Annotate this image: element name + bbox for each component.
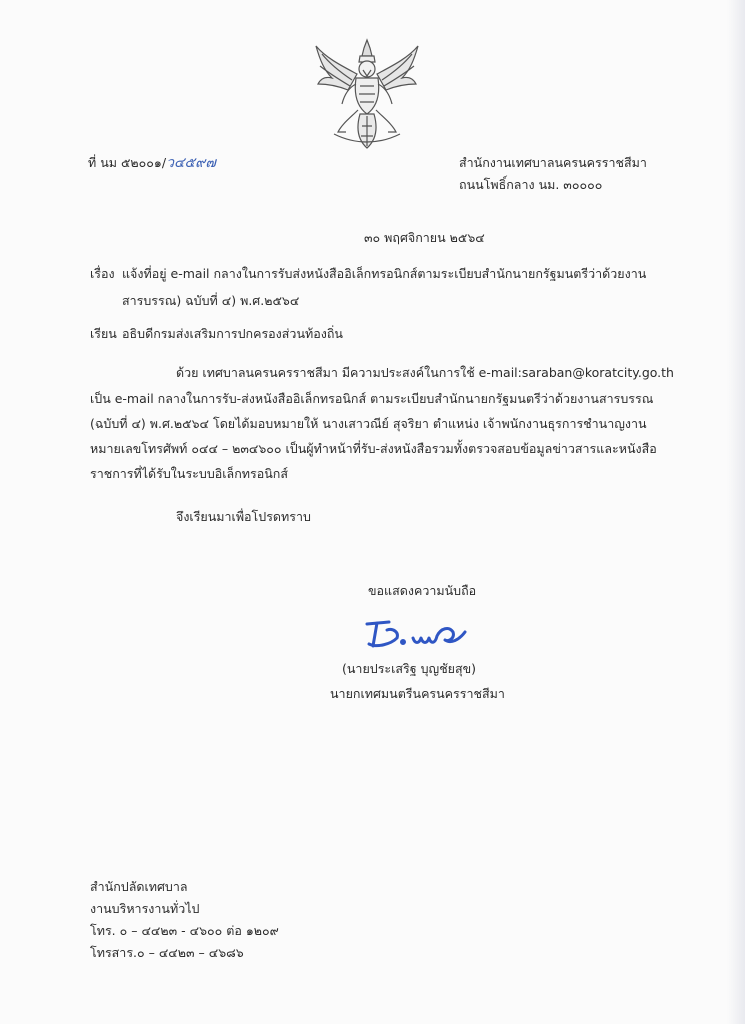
closing-request: จึงเรียนมาเพื่อโปรดทราบ: [176, 509, 311, 524]
footer-department: สำนักปลัดเทศบาล: [90, 879, 188, 894]
signer-title: นายกเทศมนตรีนครนครราชสีมา: [330, 686, 505, 701]
footer-phone: โทร. ๐ – ๔๔๒๓ - ๔๖๐๐ ต่อ ๑๒๐๙: [90, 923, 279, 938]
footer-fax: โทรสาร.๐ – ๔๔๒๓ – ๔๖๘๖: [90, 945, 244, 960]
reference-prefix: ที่ นม ๕๒๐๐๑/: [88, 155, 167, 170]
reference-number: [88, 155, 216, 171]
subject-label: เรื่อง: [90, 266, 115, 281]
garuda-emblem-icon: [312, 36, 422, 152]
subject-line-1: แจ้งที่อยู่ e-mail กลางในการรับส่งหนังสืออิเล็กทรอนิกส์ตามระเบียบสำนักนายกรัฐมนตรีว่าด้วยงาน: [122, 266, 647, 281]
letter-date: ๓๐ พฤศจิกายน ๒๕๖๔: [364, 230, 485, 245]
body-line-1: ด้วย เทศบาลนครนครราชสีมา มีความประสงค์ในการใช้ e-mail:saraban@koratcity.go.th: [176, 365, 674, 380]
reference-handwritten: ว๔๕๙๗: [166, 155, 216, 171]
body-line-4: หมายเลขโทรศัพท์ ๐๔๔ – ๒๓๔๖๐๐ เป็นผู้ทำหน้าที่รับ-ส่งหนังสือรวมทั้งตรวจสอบข้อมูลข่าวสารและหนังสือ: [90, 441, 657, 456]
recipient-name: อธิบดีกรมส่งเสริมการปกครองส่วนท้องถิ่น: [122, 326, 343, 341]
footer-division: งานบริหารงานทั่วไป: [90, 901, 200, 916]
handwritten-signature: [363, 614, 473, 654]
body-line-5: ราชการที่ได้รับในระบบอิเล็กทรอนิกส์: [90, 466, 288, 481]
office-name: สำนักงานเทศบาลนครนครราชสีมา: [459, 155, 647, 170]
recipient-label: เรียน: [90, 326, 117, 341]
body-line-3: (ฉบับที่ ๔) พ.ศ.๒๕๖๔ โดยได้มอบหมายให้ นางเสาวณีย์ สุจริยา ตำแหน่ง เจ้าพนักงานธุรการชำนาญงาน: [90, 416, 647, 431]
subject-line-2: สารบรรณ) ฉบับที่ ๔) พ.ศ.๒๕๖๔: [122, 293, 300, 308]
paper-shadow-edge: [727, 0, 745, 1024]
signer-name: (นายประเสริฐ บุญชัยสุข): [342, 661, 477, 676]
closing-phrase: ขอแสดงความนับถือ: [368, 583, 477, 598]
body-line-2: เป็น e-mail กลางในการรับ-ส่งหนังสืออิเล็กทรอนิกส์ ตามระเบียบสำนักนายกรัฐมนตรีว่าด้วยงานสารบรรณ: [90, 391, 654, 406]
office-address: ถนนโพธิ์กลาง นม. ๓๐๐๐๐: [459, 177, 603, 192]
